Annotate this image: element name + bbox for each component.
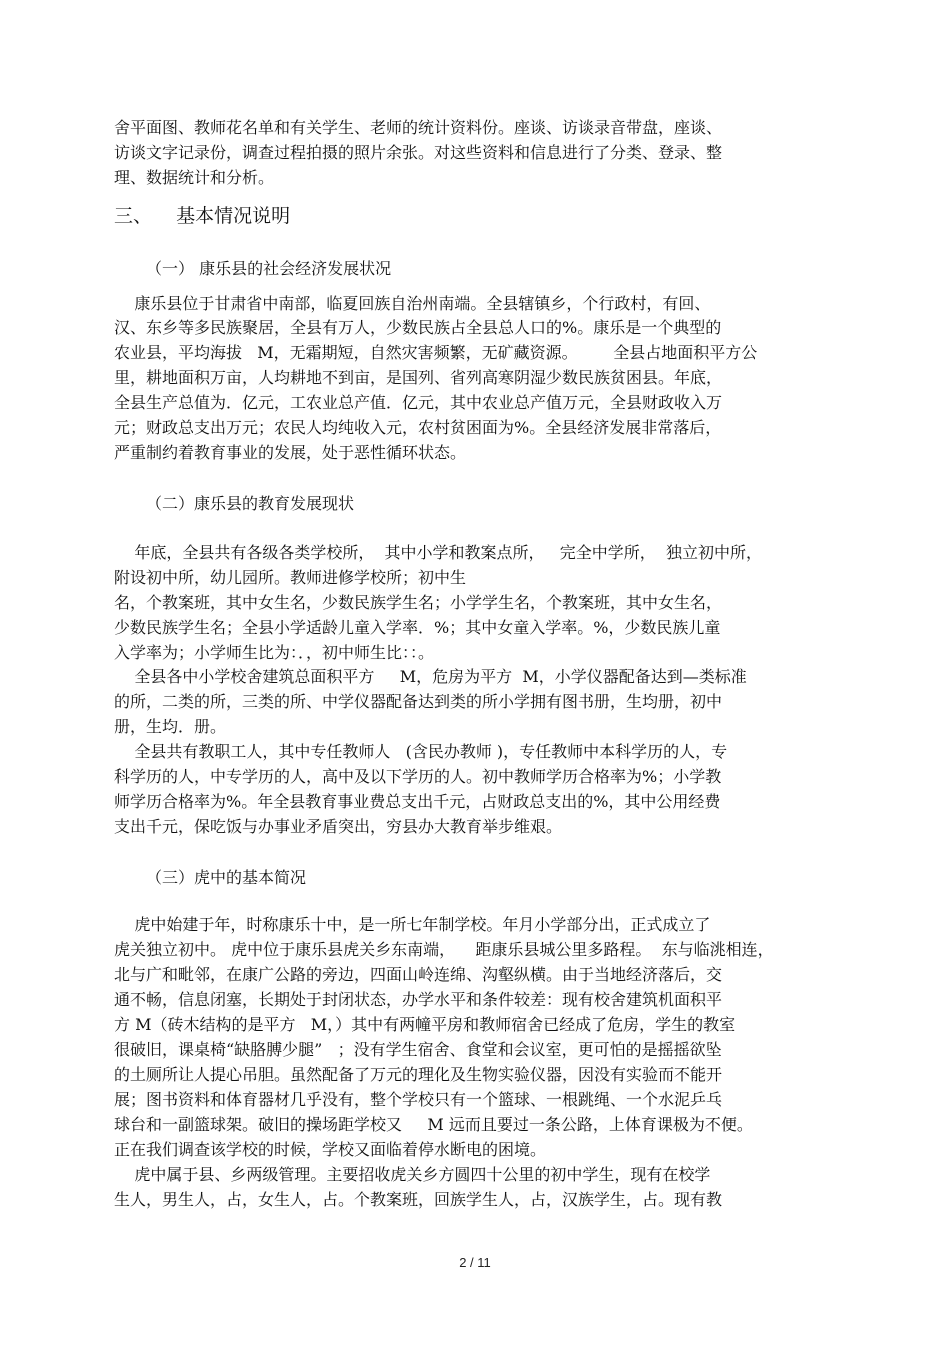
subsection-heading-2: （二）康乐县的教育发展现状 bbox=[146, 494, 355, 513]
paragraph-line: 虎关独立初中。 虎中位于康乐县虎关乡东南端， 距康乐县城公里多路程。 东与临洮相连， bbox=[114, 940, 774, 959]
paragraph-line: 农业县，平均海拔 M，无霜期短，自然灾害频繁，无矿藏资源。 全县占地面积平方公 bbox=[114, 343, 758, 362]
paragraph-line: 附设初中所，幼儿园所。教师进修学校所；初中生 bbox=[114, 568, 467, 587]
paragraph-line: 严重制约着教育事业的发展，处于恶性循环状态。 bbox=[114, 443, 467, 462]
paragraph-line: 年底，全县共有各级各类学校所， 其中小学和教案点所， 完全中学所， 独立初中所， bbox=[114, 543, 762, 562]
paragraph-line: 师学历合格率为%。年全县教育事业费总支出千元，占财政总支出的%，其中公用经费 bbox=[114, 792, 721, 811]
subsection-heading-3: （三）虎中的基本简况 bbox=[146, 868, 307, 887]
paragraph-line: 方 M（砖木结构的是平方 M，）其中有两幢平房和教师宿舍已经成了危房，学生的教室 bbox=[114, 1015, 736, 1034]
paragraph-line: 北与广和毗邻，在康广公路的旁边，四面山岭连绵、沟壑纵横。由于当地经济落后，交 bbox=[114, 965, 723, 984]
paragraph-line: 里，耕地面积万亩，人均耕地不到亩，是国列、省列高寒阴湿少数民族贫困县。年底， bbox=[114, 368, 723, 387]
intro-line: 访谈文字记录份，调查过程拍摄的照片余张。对这些资料和信息进行了分类、登录、整 bbox=[114, 143, 723, 162]
paragraph-line: 元；财政总支出万元；农民人均纯收入元，农村贫困面为%。全县经济发展非常落后， bbox=[114, 418, 722, 437]
paragraph-line: 虎中属于县、乡两级管理。主要招收虎关乡方圆四十公里的初中学生，现有在校学 bbox=[114, 1165, 711, 1184]
page-number: 2 / 11 bbox=[459, 1255, 491, 1270]
paragraph-line: 的所，二类的所，三类的所、中学仪器配备达到类的所小学拥有图书册，生均册，初中 bbox=[114, 692, 723, 711]
paragraph-line: 名，个教案班，其中女生名，少数民族学生名；小学学生名，个教案班，其中女生名， bbox=[114, 593, 723, 612]
paragraph-line: 虎中始建于年，时称康乐十中，是一所七年制学校。年月小学部分出，正式成立了 bbox=[114, 915, 711, 934]
intro-line: 理、数据统计和分析。 bbox=[114, 168, 275, 187]
paragraph-line: 册，生均．册。 bbox=[114, 717, 227, 736]
paragraph-line: 入学率为；小学师生比为：．，初中师生比：：。 bbox=[114, 643, 435, 662]
paragraph-line: 汉、东乡等多民族聚居，全县有万人，少数民族占全县总人口的%。康乐是一个典型的 bbox=[114, 318, 722, 337]
paragraph-line: 生人，男生人，占，女生人，占。个教案班，回族学生人，占，汉族学生，占。现有教 bbox=[114, 1190, 723, 1209]
paragraph-line: 少数民族学生名；全县小学适龄儿童入学率．%；其中女童入学率。%，少数民族儿童 bbox=[114, 618, 721, 637]
paragraph-line: 通不畅，信息闭塞，长期处于封闭状态，办学水平和条件较差：现有校舍建筑机面积平 bbox=[114, 990, 723, 1009]
paragraph-line: 全县各中小学校舍建筑总面积平方 M，危房为平方 M，小学仪器配备达到—类标准 bbox=[114, 667, 747, 686]
paragraph-line: 展；图书资料和体育器材几乎没有，整个学校只有一个篮球、一根跳绳、一个水泥乒乓 bbox=[114, 1090, 723, 1109]
paragraph-line: 很破旧，课桌椅“缺胳膊少腿” ；没有学生宿舍、食堂和会议室，更可怕的是摇摇欲坠 bbox=[114, 1040, 722, 1059]
paragraph-line: 球台和一副篮球架。破旧的操场距学校又 M 远而且要过一条公路，上体育课极为不便。 bbox=[114, 1115, 753, 1134]
paragraph-line: 康乐县位于甘肃省中南部，临夏回族自治州南端。全县辖镇乡，个行政村，有回、 bbox=[114, 294, 711, 313]
paragraph-line: 正在我们调查该学校的时候，学校又面临着停水断电的困境。 bbox=[114, 1140, 547, 1159]
paragraph-line: 全县共有教职工人，其中专任教师人 (含民办教师 )，专任教师中本科学历的人，专 bbox=[114, 742, 728, 761]
paragraph-line: 的土厕所让人提心吊胆。虽然配备了万元的理化及生物实验仪器，因没有实验而不能开 bbox=[114, 1065, 723, 1084]
paragraph-line: 支出千元，保吃饭与办事业矛盾突出，穷县办大教育举步维艰。 bbox=[114, 817, 563, 836]
subsection-heading-1: （一） 康乐县的社会经济发展状况 bbox=[146, 259, 392, 278]
intro-line: 舍平面图、教师花名单和有关学生、老师的统计资料份。座谈、访谈录音带盘，座谈、 bbox=[114, 118, 723, 137]
paragraph-line: 全县生产总值为．亿元，工农业总产值．亿元，其中农业总产值万元，全县财政收入万 bbox=[114, 393, 723, 412]
paragraph-line: 科学历的人，中专学历的人，高中及以下学历的人。初中教师学历合格率为%；小学教 bbox=[114, 767, 722, 786]
section-heading: 三、 基本情况说明 bbox=[114, 205, 291, 227]
